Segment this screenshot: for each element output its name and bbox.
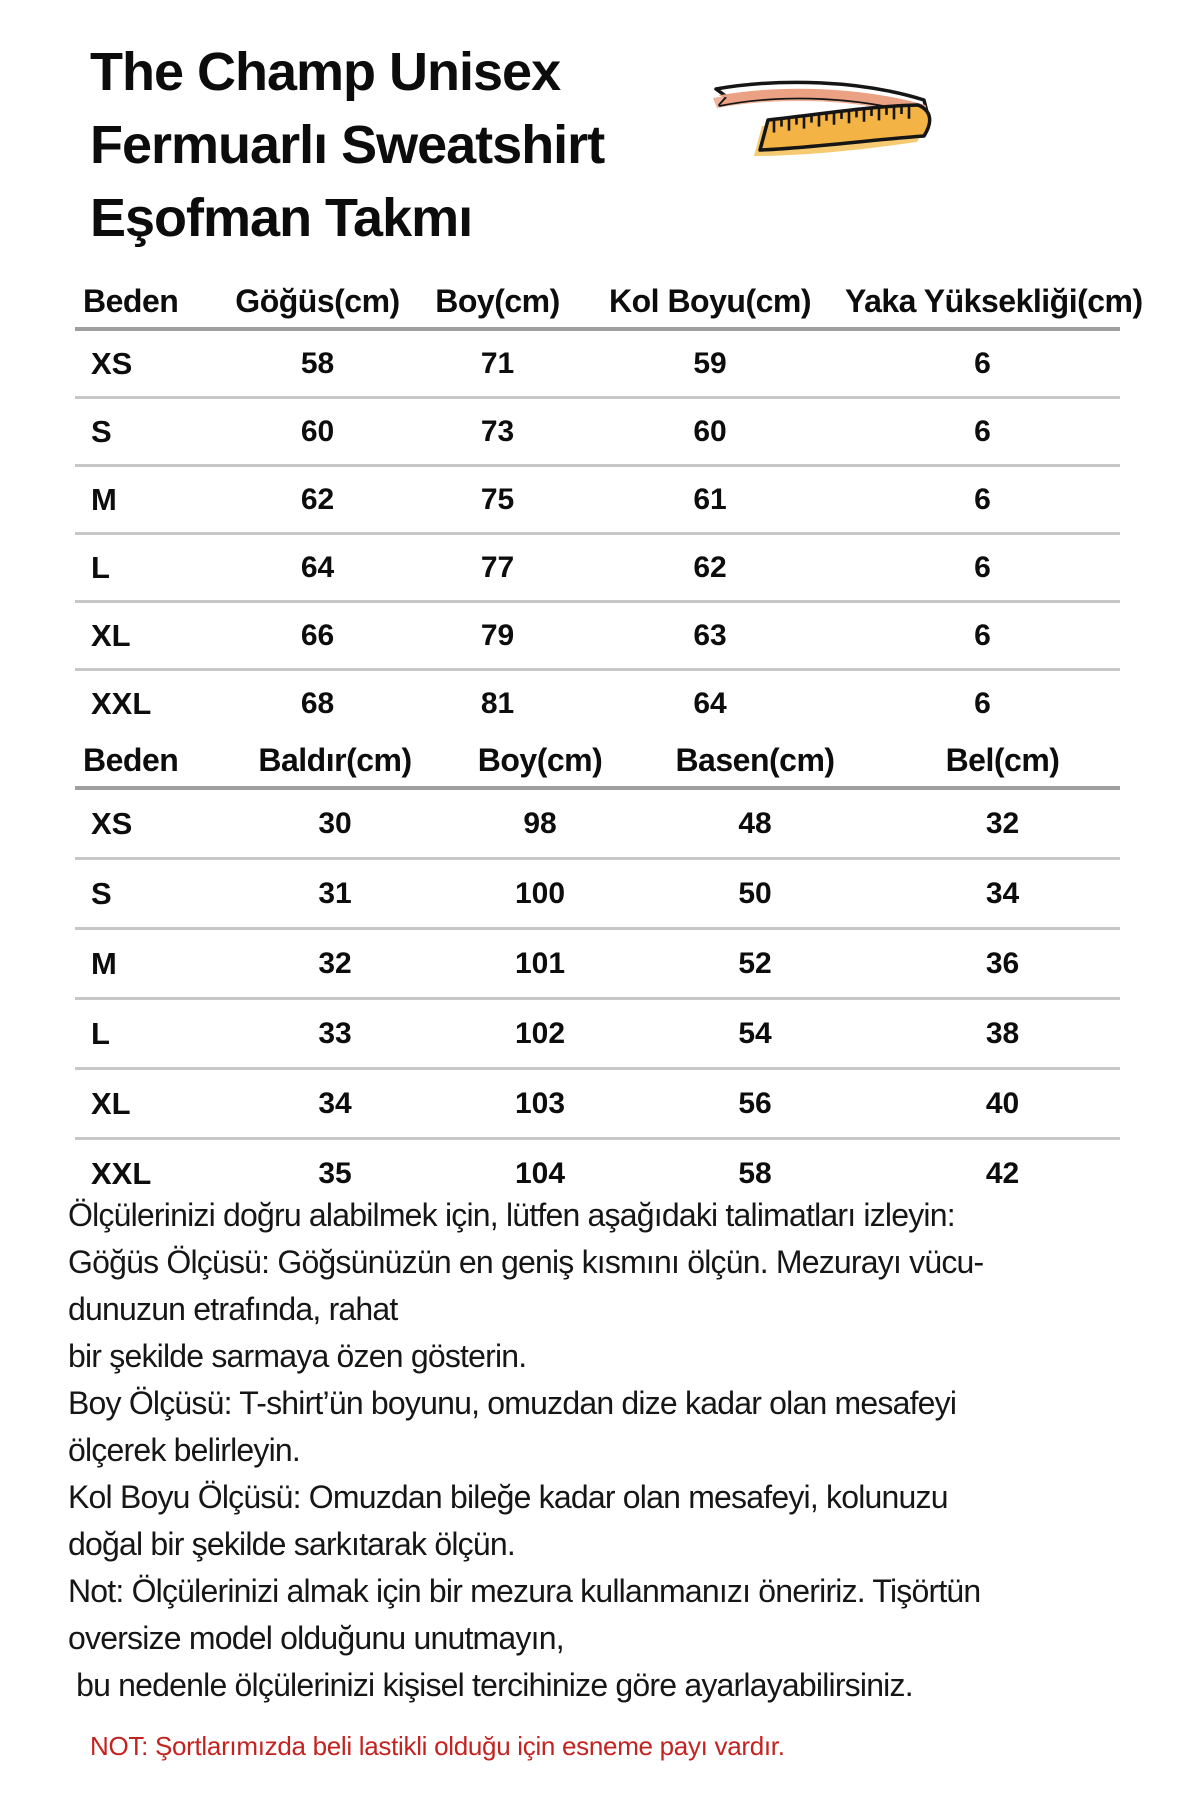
collar-value-cell: 6 [974, 482, 991, 516]
sweatshirt-table-header-row [75, 283, 1143, 331]
column-header-yaka-yuksekligi: Yaka Yüksekliği(cm) [845, 283, 1143, 319]
column-header-bel: Bel(cm) [945, 742, 1060, 778]
length-value-cell: 104 [514, 1156, 566, 1190]
table-row [75, 603, 1120, 671]
thigh-value-cell: 35 [318, 1156, 352, 1190]
size-cell: XL [91, 617, 131, 653]
table-row [75, 535, 1120, 603]
hip-value-cell: 54 [738, 1016, 772, 1050]
size-cell: M [91, 481, 117, 517]
size-cell: XL [91, 1085, 131, 1121]
column-header-baldir: Baldır(cm) [258, 742, 412, 778]
column-header-gogus: Göğüs(cm) [235, 283, 400, 319]
sleeve-value-cell: 63 [693, 618, 727, 652]
size-cell: M [91, 945, 117, 981]
length-value-cell: 71 [480, 346, 515, 380]
page-title [90, 36, 604, 255]
length-value-cell: 81 [480, 686, 515, 720]
column-header-boy: Boy(cm) [435, 283, 560, 319]
collar-value-cell: 6 [974, 550, 991, 584]
length-value-cell: 100 [514, 876, 566, 910]
size-cell: XXL [91, 1155, 152, 1191]
size-cell: L [91, 1015, 110, 1051]
instruction-line: Kol Boyu Ölçüsü: Omuzdan bileğe kadar olan mesafeyi, kolunuzu [68, 1479, 948, 1515]
table-row [75, 860, 1120, 930]
instruction-line: Göğüs Ölçüsü: Göğsünüzün en geniş kısmını ölçün. Mezurayı vücu- [68, 1244, 984, 1280]
title-line-2: Fermuarlı Sweatshirt [90, 115, 605, 175]
instruction-line: bu nedenle ölçülerinizi kişisel tercihinize göre ayarlayabilirsiniz. [68, 1667, 913, 1703]
collar-value-cell: 6 [974, 618, 991, 652]
waist-value-cell: 34 [985, 876, 1020, 910]
size-cell: XS [91, 345, 133, 381]
measurement-instructions [68, 1192, 1163, 1709]
column-header-basen: Basen(cm) [675, 742, 835, 778]
length-value-cell: 75 [480, 482, 515, 516]
chest-value-cell: 68 [300, 686, 335, 720]
pants-size-table [75, 742, 1120, 1207]
length-value-cell: 73 [480, 414, 515, 448]
column-header-kol-boyu: Kol Boyu(cm) [609, 283, 811, 319]
table-row [75, 399, 1120, 467]
chest-value-cell: 62 [300, 482, 335, 516]
sweatshirt-size-table [75, 283, 1143, 736]
size-cell: S [91, 413, 112, 449]
title-line-1: The Champ Unisex [90, 42, 561, 102]
hip-value-cell: 48 [738, 806, 772, 840]
chest-value-cell: 60 [300, 414, 335, 448]
sleeve-value-cell: 62 [693, 550, 727, 584]
size-cell: S [91, 875, 112, 911]
stretch-note: NOT: Şortlarımızda beli lastikli olduğu için esneme payı vardır. [90, 1731, 785, 1761]
column-header-beden: Beden [83, 742, 179, 778]
thigh-value-cell: 31 [318, 876, 352, 910]
chest-value-cell: 58 [300, 346, 335, 380]
table-row [75, 1000, 1120, 1070]
hip-value-cell: 58 [738, 1156, 772, 1190]
hip-value-cell: 50 [738, 876, 772, 910]
thigh-value-cell: 32 [318, 946, 352, 980]
instruction-line: Boy Ölçüsü: T-shirt’ün boyunu, omuzdan dize kadar olan mesafeyi [68, 1385, 957, 1421]
length-value-cell: 103 [514, 1086, 566, 1120]
size-cell: XS [91, 805, 133, 841]
instruction-line: dunuzun etrafında, rahat [68, 1291, 398, 1327]
thigh-value-cell: 30 [318, 806, 352, 840]
table-row [75, 671, 1120, 736]
size-cell: XXL [91, 685, 152, 721]
hip-value-cell: 52 [738, 946, 772, 980]
length-value-cell: 101 [514, 946, 566, 980]
sleeve-value-cell: 64 [693, 686, 727, 720]
size-cell: L [91, 549, 110, 585]
pants-table-body [75, 790, 1120, 1207]
waist-value-cell: 32 [985, 806, 1020, 840]
sleeve-value-cell: 60 [693, 414, 727, 448]
sleeve-value-cell: 59 [693, 346, 727, 380]
waist-value-cell: 36 [985, 946, 1020, 980]
table-row [75, 1070, 1120, 1140]
table-row [75, 790, 1120, 860]
length-value-cell: 77 [480, 550, 515, 584]
collar-value-cell: 6 [974, 414, 991, 448]
thigh-value-cell: 34 [318, 1086, 352, 1120]
length-value-cell: 98 [523, 806, 557, 840]
collar-value-cell: 6 [974, 346, 991, 380]
instruction-line: doğal bir şekilde sarkıtarak ölçün. [68, 1526, 515, 1562]
length-value-cell: 102 [514, 1016, 566, 1050]
measuring-tape-icon [710, 78, 946, 162]
table-row [75, 467, 1120, 535]
instruction-line: Not: Ölçülerinizi almak için bir mezura kullanmanızı öneririz. Tişörtün [68, 1573, 981, 1609]
instruction-line: ölçerek belirleyin. [68, 1432, 301, 1468]
hip-value-cell: 56 [738, 1086, 772, 1120]
column-header-boy: Boy(cm) [477, 742, 603, 778]
chest-value-cell: 66 [300, 618, 335, 652]
instruction-line: Ölçülerinizi doğru alabilmek için, lütfen aşağıdaki talimatları izleyin: [68, 1197, 955, 1233]
pants-table-header-row [75, 742, 1120, 790]
length-value-cell: 79 [480, 618, 515, 652]
column-header-beden: Beden [83, 283, 179, 319]
title-line-3: Eşofman Takmı [90, 188, 473, 248]
sweatshirt-table-body [75, 331, 1120, 736]
sleeve-value-cell: 61 [693, 482, 727, 516]
table-row [75, 930, 1120, 1000]
waist-value-cell: 38 [985, 1016, 1020, 1050]
chest-value-cell: 64 [300, 550, 335, 584]
instruction-line: bir şekilde sarmaya özen gösterin. [68, 1338, 527, 1374]
waist-value-cell: 40 [985, 1086, 1020, 1120]
collar-value-cell: 6 [974, 686, 991, 720]
thigh-value-cell: 33 [318, 1016, 352, 1050]
waist-value-cell: 42 [985, 1156, 1020, 1190]
table-row [75, 331, 1120, 399]
instruction-line: oversize model olduğunu unutmayın, [68, 1620, 564, 1656]
